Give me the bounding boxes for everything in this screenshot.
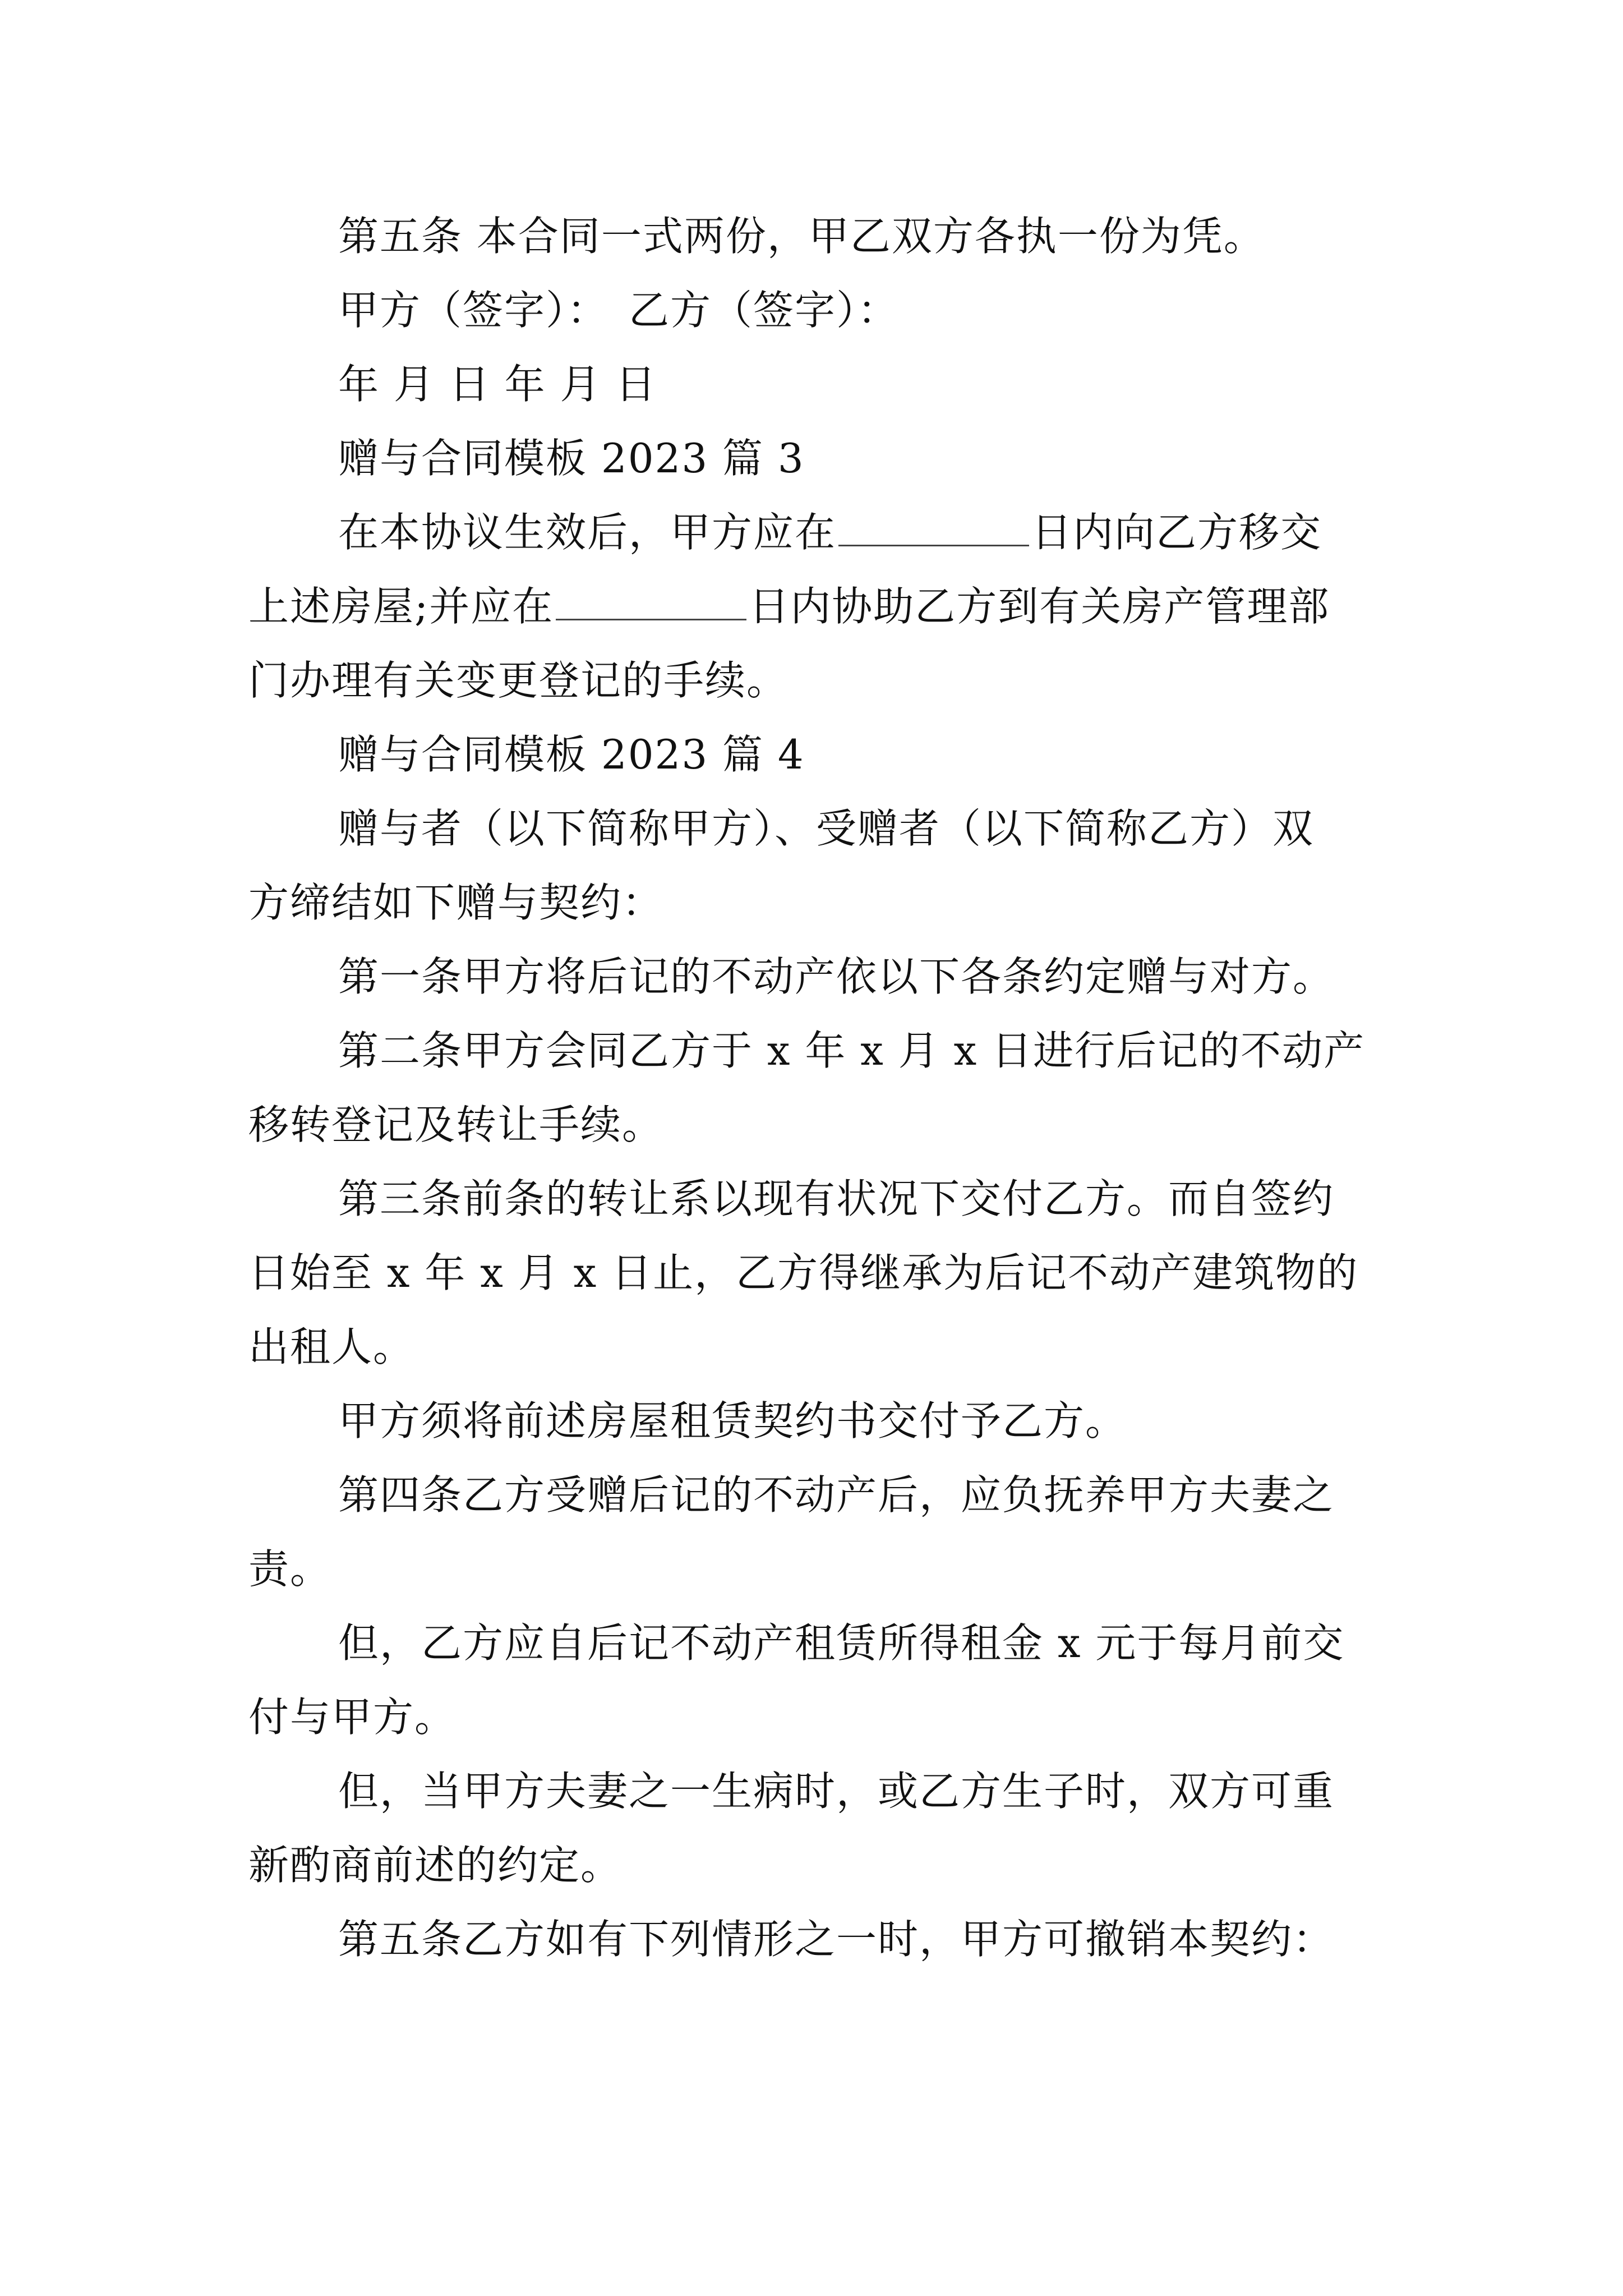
- paragraph-line: 新酌商前述的约定。: [248, 1842, 623, 1889]
- document-body: [248, 199, 1387, 1976]
- paragraph-line: 责。: [248, 1545, 332, 1593]
- section-heading-4: 赠与合同模板 2023 篇 4: [338, 731, 805, 778]
- signature-line: [248, 273, 1387, 347]
- paragraph-line: 日始至 x 年 x 月 x 日止，乙方得继承为后记不动产建筑物的: [248, 1249, 1359, 1296]
- date-line: 年 月 日 年 月 日: [338, 361, 657, 408]
- paragraph-line: 门办理有关变更登记的手续。: [248, 657, 789, 704]
- clause-3: 第三条前条的转让系以现有状况下交付乙方。而自签约: [338, 1175, 1335, 1222]
- clause-4: 第四条乙方受赠后记的不动产后，应负抚养甲方夫妻之: [338, 1471, 1335, 1519]
- clause-2: 第二条甲方会同乙方于 x 年 x 月 x 日进行后记的不动产: [338, 1027, 1366, 1074]
- fill-in-blank: [838, 511, 1029, 546]
- paragraph-line: 甲方须将前述房屋租赁契约书交付予乙方。: [338, 1397, 1127, 1444]
- paragraph-line: 但，乙方应自后记不动产租赁所得租金 x 元于每月前交: [338, 1619, 1345, 1667]
- paragraph-line: 在本协议生效后，甲方应在 日内向乙方移交: [338, 509, 1322, 556]
- paragraph-line: 付与甲方。: [248, 1694, 457, 1741]
- paragraph-line: 上述房屋;并应在 日内协助乙方到有关房产管理部: [248, 583, 1330, 630]
- party-a-signature-label: 甲方（签字）：: [338, 287, 609, 334]
- paragraph-line: 移转登记及转让手续。: [248, 1101, 664, 1148]
- paragraph-line: 但，当甲方夫妻之一生病时，或乙方生子时，双方可重: [338, 1768, 1335, 1815]
- paragraph-line: 赠与者（以下简称甲方）、受赠者（以下简称乙方）双: [338, 805, 1315, 852]
- paragraph-line: 出租人。: [248, 1323, 415, 1370]
- fill-in-blank: [556, 585, 746, 620]
- paragraph-line: 方缔结如下赠与契约：: [248, 879, 664, 926]
- party-b-signature-label: 乙方（签字）：: [629, 287, 900, 334]
- section-heading-3: 赠与合同模板 2023 篇 3: [338, 435, 805, 482]
- clause-1: 第一条甲方将后记的不动产依以下各条约定赠与对方。: [338, 953, 1335, 1000]
- clause-5-revocation: 第五条乙方如有下列情形之一时，甲方可撤销本契约：: [338, 1916, 1335, 1963]
- clause-5-copies: 第五条 本合同一式两份，甲乙双方各执一份为凭。: [338, 213, 1265, 260]
